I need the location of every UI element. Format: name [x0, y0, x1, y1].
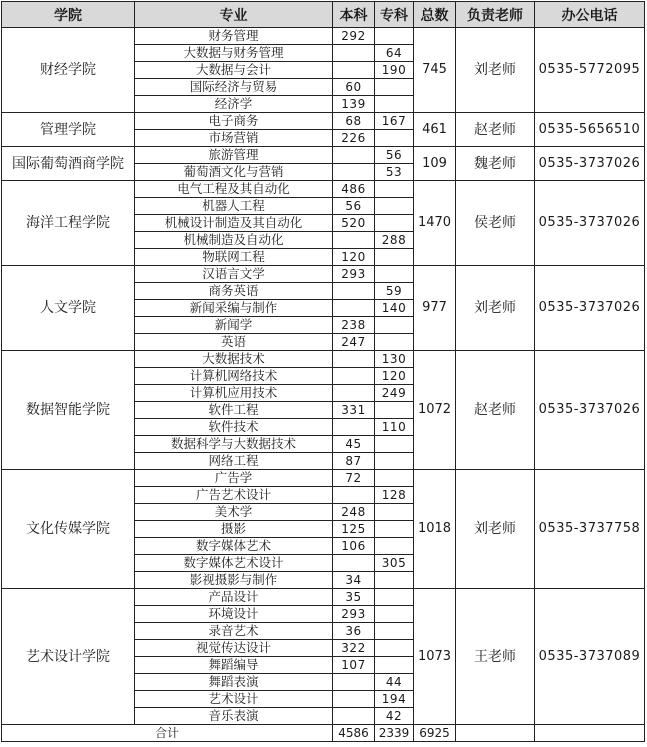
junior-count: [375, 640, 414, 657]
office-phone: 0535-5772095: [535, 28, 645, 113]
major-name: 录音艺术: [135, 623, 333, 640]
major-name: 音乐表演: [135, 708, 333, 725]
college-total: 1072: [414, 351, 456, 470]
header-college: 学院: [2, 2, 135, 28]
undergrad-count: 68: [333, 113, 375, 130]
total-undergrad: 4586: [333, 725, 375, 742]
office-phone: 0535-3737026: [535, 181, 645, 266]
teacher-name: 刘老师: [456, 470, 535, 589]
undergrad-count: 293: [333, 606, 375, 623]
teacher-name: 魏老师: [456, 147, 535, 181]
college-name: 艺术设计学院: [2, 589, 135, 725]
table-row: [2, 470, 645, 487]
header-junior: 专科: [375, 2, 414, 28]
enrollment-table: [1, 1, 645, 742]
major-name: 数字媒体艺术: [135, 538, 333, 555]
junior-count: [375, 317, 414, 334]
table-body: [2, 28, 645, 742]
college-total: 109: [414, 147, 456, 181]
undergrad-count: 125: [333, 521, 375, 538]
undergrad-count: 248: [333, 504, 375, 521]
table-row: [2, 266, 645, 283]
undergrad-count: 322: [333, 640, 375, 657]
undergrad-count: 35: [333, 589, 375, 606]
undergrad-count: [333, 487, 375, 504]
junior-count: 128: [375, 487, 414, 504]
major-name: 舞蹈表演: [135, 674, 333, 691]
table-row: [2, 589, 645, 606]
table-row: [2, 181, 645, 198]
junior-count: 190: [375, 62, 414, 79]
undergrad-count: 72: [333, 470, 375, 487]
major-name: 机器人工程: [135, 198, 333, 215]
major-name: 英语: [135, 334, 333, 351]
undergrad-count: 60: [333, 79, 375, 96]
total-empty-phone: [535, 725, 645, 742]
header-major: 专业: [135, 2, 333, 28]
junior-count: [375, 79, 414, 96]
office-phone: 0535-5656510: [535, 113, 645, 147]
major-name: 艺术设计: [135, 691, 333, 708]
major-name: 大数据与会计: [135, 62, 333, 79]
college-total: 461: [414, 113, 456, 147]
major-name: 电气工程及其自动化: [135, 181, 333, 198]
grand-total: 6925: [414, 725, 456, 742]
college-name: 财经学院: [2, 28, 135, 113]
junior-count: 42: [375, 708, 414, 725]
junior-count: 194: [375, 691, 414, 708]
undergrad-count: [333, 45, 375, 62]
college-total: 745: [414, 28, 456, 113]
undergrad-count: [333, 232, 375, 249]
major-name: 影视摄影与制作: [135, 572, 333, 589]
junior-count: [375, 504, 414, 521]
major-name: 计算机网络技术: [135, 368, 333, 385]
undergrad-count: 139: [333, 96, 375, 113]
teacher-name: 侯老师: [456, 181, 535, 266]
major-name: 电子商务: [135, 113, 333, 130]
undergrad-count: 56: [333, 198, 375, 215]
major-name: 机械制造及自动化: [135, 232, 333, 249]
junior-count: [375, 249, 414, 266]
junior-count: [375, 181, 414, 198]
major-name: 计算机应用技术: [135, 385, 333, 402]
college-total: 977: [414, 266, 456, 351]
total-junior: 2339: [375, 725, 414, 742]
junior-count: [375, 657, 414, 674]
undergrad-count: 87: [333, 453, 375, 470]
teacher-name: 刘老师: [456, 266, 535, 351]
junior-count: [375, 198, 414, 215]
undergrad-count: [333, 419, 375, 436]
office-phone: 0535-3737089: [535, 589, 645, 725]
college-total: 1018: [414, 470, 456, 589]
junior-count: [375, 470, 414, 487]
junior-count: [375, 130, 414, 147]
major-name: 视觉传达设计: [135, 640, 333, 657]
junior-count: [375, 521, 414, 538]
junior-count: [375, 28, 414, 45]
header-total: 总数: [414, 2, 456, 28]
teacher-name: 赵老师: [456, 351, 535, 470]
total-row: [2, 725, 645, 742]
junior-count: 305: [375, 555, 414, 572]
undergrad-count: [333, 368, 375, 385]
major-name: 产品设计: [135, 589, 333, 606]
major-name: 商务英语: [135, 283, 333, 300]
major-name: 汉语言文学: [135, 266, 333, 283]
major-name: 摄影: [135, 521, 333, 538]
junior-count: 130: [375, 351, 414, 368]
junior-count: [375, 623, 414, 640]
undergrad-count: [333, 351, 375, 368]
major-name: 数字媒体艺术设计: [135, 555, 333, 572]
table-row: [2, 28, 645, 45]
undergrad-count: 486: [333, 181, 375, 198]
major-name: 市场营销: [135, 130, 333, 147]
undergrad-count: [333, 385, 375, 402]
total-label: 合计: [2, 725, 333, 742]
major-name: 旅游管理: [135, 147, 333, 164]
major-name: 环境设计: [135, 606, 333, 623]
undergrad-count: [333, 300, 375, 317]
undergrad-count: 238: [333, 317, 375, 334]
header-row: [2, 2, 645, 28]
junior-count: 44: [375, 674, 414, 691]
header-phone: 办公电话: [535, 2, 645, 28]
undergrad-count: 106: [333, 538, 375, 555]
undergrad-count: 293: [333, 266, 375, 283]
junior-count: [375, 96, 414, 113]
major-name: 国际经济与贸易: [135, 79, 333, 96]
major-name: 经济学: [135, 96, 333, 113]
major-name: 新闻学: [135, 317, 333, 334]
junior-count: 288: [375, 232, 414, 249]
junior-count: [375, 402, 414, 419]
junior-count: 64: [375, 45, 414, 62]
college-name: 人文学院: [2, 266, 135, 351]
teacher-name: 王老师: [456, 589, 535, 725]
junior-count: 120: [375, 368, 414, 385]
major-name: 网络工程: [135, 453, 333, 470]
undergrad-count: 120: [333, 249, 375, 266]
teacher-name: 刘老师: [456, 28, 535, 113]
undergrad-count: [333, 147, 375, 164]
major-name: 大数据技术: [135, 351, 333, 368]
undergrad-count: [333, 555, 375, 572]
undergrad-count: [333, 708, 375, 725]
undergrad-count: 34: [333, 572, 375, 589]
undergrad-count: [333, 62, 375, 79]
junior-count: 167: [375, 113, 414, 130]
college-name: 文化传媒学院: [2, 470, 135, 589]
major-name: 美术学: [135, 504, 333, 521]
undergrad-count: 247: [333, 334, 375, 351]
major-name: 新闻采编与制作: [135, 300, 333, 317]
college-name: 管理学院: [2, 113, 135, 147]
undergrad-count: [333, 164, 375, 181]
junior-count: [375, 215, 414, 232]
undergrad-count: 331: [333, 402, 375, 419]
junior-count: 140: [375, 300, 414, 317]
office-phone: 0535-3737026: [535, 147, 645, 181]
major-name: 财务管理: [135, 28, 333, 45]
undergrad-count: 226: [333, 130, 375, 147]
junior-count: [375, 436, 414, 453]
major-name: 舞蹈编导: [135, 657, 333, 674]
teacher-name: 赵老师: [456, 113, 535, 147]
header-undergrad: 本科: [333, 2, 375, 28]
major-name: 软件技术: [135, 419, 333, 436]
major-name: 软件工程: [135, 402, 333, 419]
undergrad-count: 107: [333, 657, 375, 674]
total-empty-teacher: [456, 725, 535, 742]
undergrad-count: 45: [333, 436, 375, 453]
junior-count: [375, 606, 414, 623]
major-name: 大数据与财务管理: [135, 45, 333, 62]
undergrad-count: [333, 691, 375, 708]
office-phone: 0535-3737026: [535, 266, 645, 351]
major-name: 数据科学与大数据技术: [135, 436, 333, 453]
junior-count: 110: [375, 419, 414, 436]
header-teacher: 负责老师: [456, 2, 535, 28]
major-name: 机械设计制造及其自动化: [135, 215, 333, 232]
undergrad-count: 36: [333, 623, 375, 640]
undergrad-count: [333, 674, 375, 691]
junior-count: 59: [375, 283, 414, 300]
junior-count: [375, 453, 414, 470]
table-row: [2, 147, 645, 164]
major-name: 广告学: [135, 470, 333, 487]
major-name: 物联网工程: [135, 249, 333, 266]
table-row: [2, 113, 645, 130]
college-total: 1470: [414, 181, 456, 266]
junior-count: 53: [375, 164, 414, 181]
table-row: [2, 351, 645, 368]
college-name: 数据智能学院: [2, 351, 135, 470]
college-total: 1073: [414, 589, 456, 725]
junior-count: 249: [375, 385, 414, 402]
undergrad-count: 292: [333, 28, 375, 45]
junior-count: [375, 266, 414, 283]
major-name: 广告艺术设计: [135, 487, 333, 504]
college-name: 国际葡萄酒商学院: [2, 147, 135, 181]
junior-count: [375, 589, 414, 606]
undergrad-count: [333, 283, 375, 300]
junior-count: [375, 538, 414, 555]
junior-count: [375, 572, 414, 589]
junior-count: [375, 334, 414, 351]
college-name: 海洋工程学院: [2, 181, 135, 266]
junior-count: 56: [375, 147, 414, 164]
office-phone: 0535-3737026: [535, 351, 645, 470]
major-name: 葡萄酒文化与营销: [135, 164, 333, 181]
undergrad-count: 520: [333, 215, 375, 232]
office-phone: 0535-3737758: [535, 470, 645, 589]
